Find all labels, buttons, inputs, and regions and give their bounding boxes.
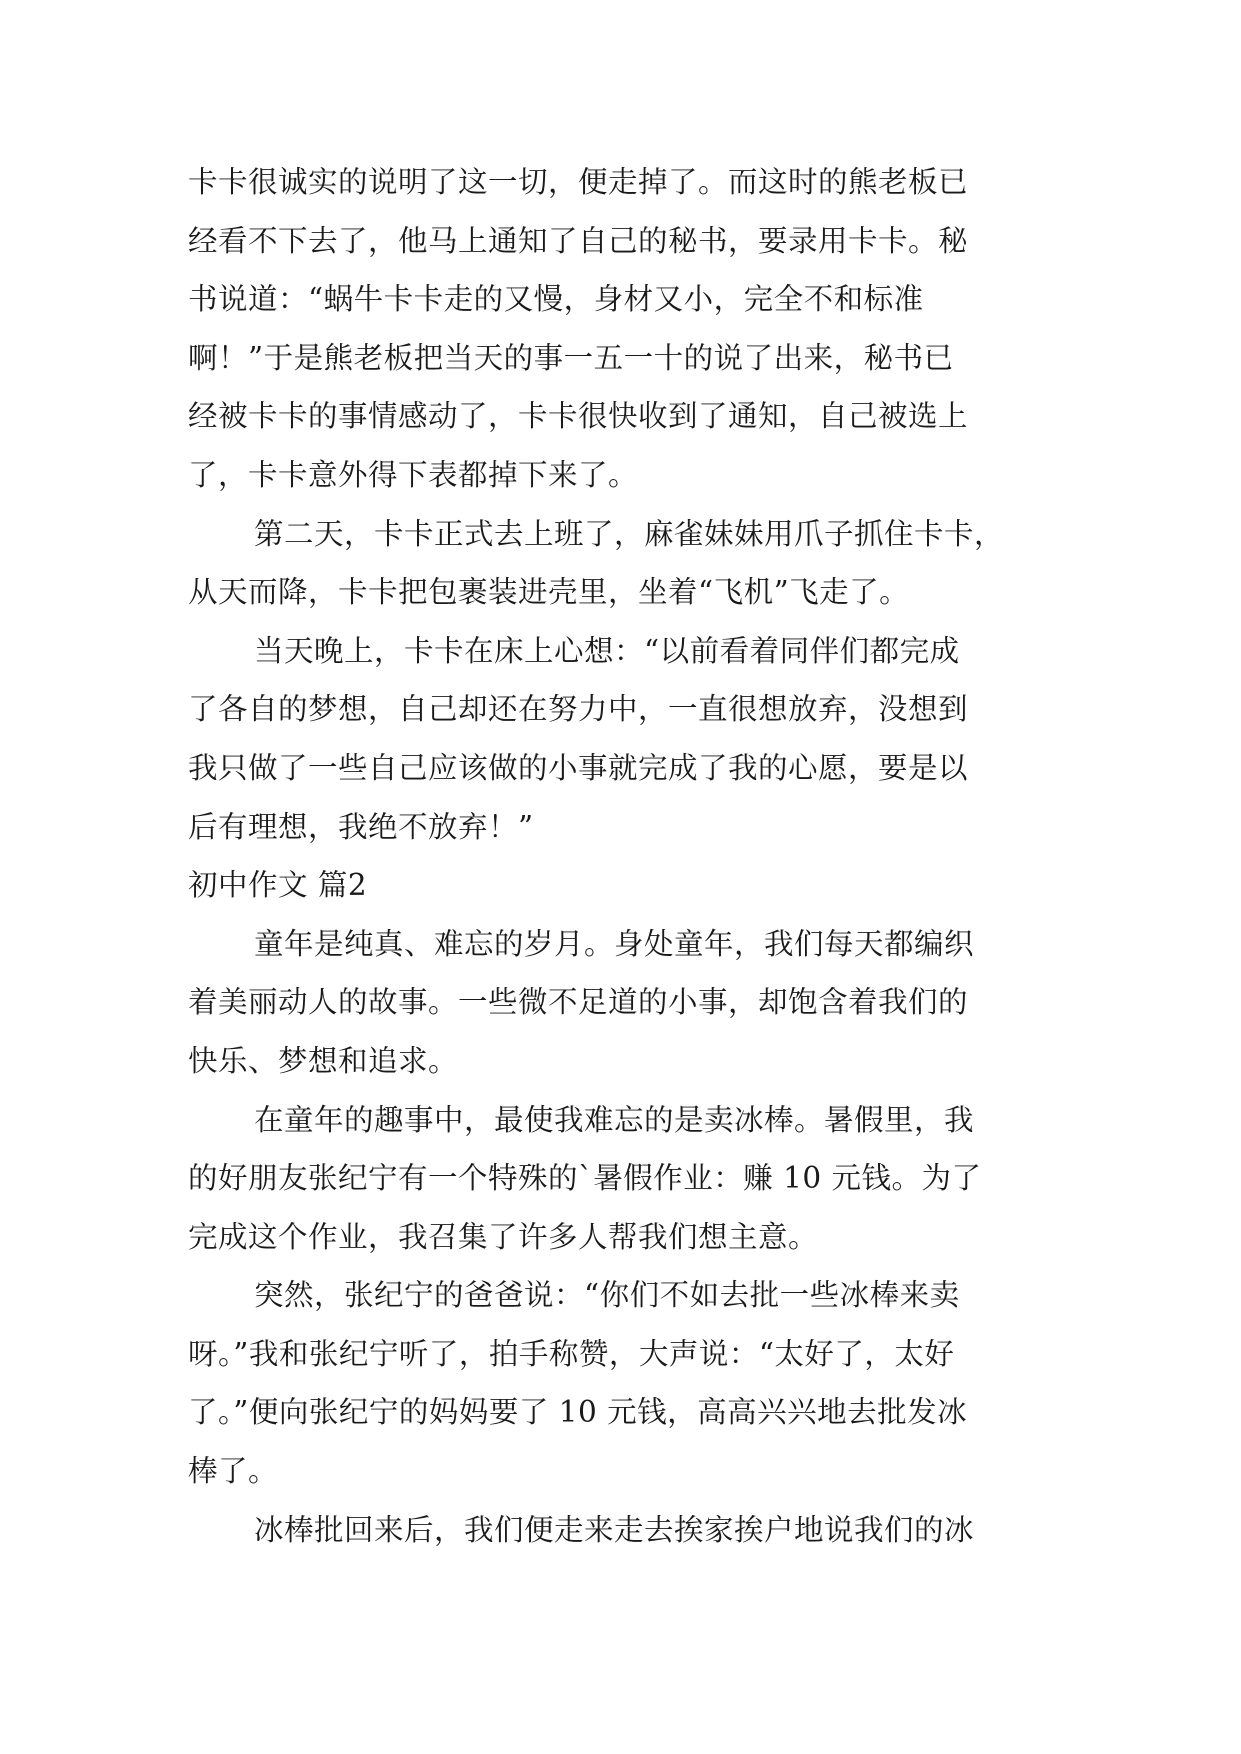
text-line: 从天而降，卡卡把包裹装进壳里，坐着“飞机”飞走了。 bbox=[188, 575, 910, 610]
text-line: 我只做了一些自己应该做的小事就完成了我的心愿，要是以 bbox=[188, 750, 969, 785]
text-line: 第二天，卡卡正式去上班了，麻雀妹妹用爪子抓住卡卡， bbox=[254, 516, 1005, 551]
text-line: 初中作文 篇2 bbox=[188, 868, 368, 903]
text-line: 突然，张纪宁的爸爸说：“你们不如去批一些冰棒来卖 bbox=[254, 1278, 960, 1313]
text-line: 后有理想，我绝不放弃！” bbox=[188, 809, 534, 844]
text-line: 了，卡卡意外得下表都掉下来了。 bbox=[188, 457, 639, 492]
document-body bbox=[188, 153, 1058, 1559]
text-line: 书说道：“蜗牛卡卡走的又慢，身材又小，完全不和标准 bbox=[188, 282, 924, 317]
text-line: 冰棒批回来后，我们便走来走去挨家挨户地说我们的冰 bbox=[254, 1512, 975, 1547]
text-line: 棒了。 bbox=[188, 1454, 279, 1489]
text-line: 当天晚上，卡卡在床上心想：“以前看着同伴们都完成 bbox=[254, 633, 960, 668]
text-line: 经被卡卡的事情感动了，卡卡很快收到了通知，自己被选上 bbox=[188, 399, 969, 434]
text-line: 经看不下去了，他马上通知了自己的秘书，要录用卡卡。秘 bbox=[188, 223, 969, 258]
text-line: 卡卡很诚实的说明了这一切，便走掉了。而这时的熊老板已 bbox=[188, 165, 969, 199]
text-line: 在童年的趣事中，最使我难忘的是卖冰棒。暑假里，我 bbox=[254, 1102, 975, 1137]
text-line: 着美丽动人的故事。一些微不足道的小事，却饱含着我们的 bbox=[188, 985, 969, 1020]
text-line: 快乐、梦想和追求。 bbox=[188, 1043, 459, 1078]
text-line: 了各自的梦想，自己却还在努力中，一直很想放弃，没想到 bbox=[188, 692, 969, 727]
text-line: 完成这个作业，我召集了许多人帮我们想主意。 bbox=[188, 1219, 819, 1254]
text-line: 童年是纯真、难忘的岁月。身处童年，我们每天都编织 bbox=[254, 926, 975, 961]
text-line: 了。”便向张纪宁的妈妈要了 10 元钱，高高兴兴地去批发冰 bbox=[188, 1395, 968, 1430]
text-line: 的好朋友张纪宁有一个特殊的`暑假作业：赚 10 元钱。为了 bbox=[188, 1161, 982, 1196]
text-line: 啊！”于是熊老板把当天的事一五一十的说了出来，秘书已 bbox=[188, 340, 954, 375]
text-line: 呀。”我和张纪宁听了，拍手称赞，大声说：“太好了，太好 bbox=[188, 1336, 955, 1371]
